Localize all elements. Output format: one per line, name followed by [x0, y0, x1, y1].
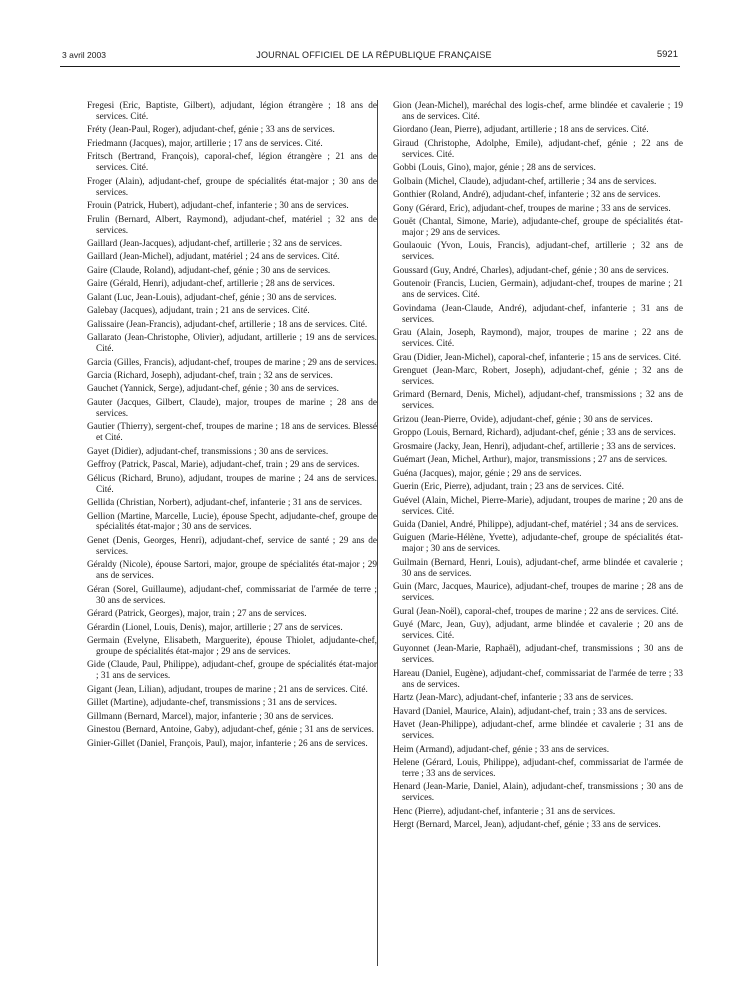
- list-item: Havet (Jean-Philippe), adjudant-chef, arme blindée et cavalerie ; 31 ans de services.: [393, 720, 683, 742]
- list-item: Géran (Sorel, Guillaume), adjudant-chef, commissariat de l'armée de terre ; 30 ans de services.: [87, 584, 377, 606]
- list-item: Guiguen (Marie-Hélène, Yvette), adjudante-chef, groupe de spécialités état-major ; 30 ans de services.: [393, 533, 683, 555]
- list-item: Giordano (Jean, Pierre), adjudant, artillerie ; 18 ans de services. Cité.: [393, 125, 649, 136]
- page-header: [0, 0, 748, 80]
- list-item: Guémart (Jean, Michel, Arthur), major, transmissions ; 27 ans de services.: [393, 455, 668, 466]
- list-item: Gural (Jean-Noël), caporal-chef, troupes de marine ; 22 ans de services. Cité.: [393, 606, 679, 617]
- list-item: Fregesi (Eric, Baptiste, Gilbert), adjudant, légion étrangère ; 18 ans de services. Cité.: [87, 101, 377, 122]
- list-item: Guida (Daniel, André, Philippe), adjudant-chef, matériel ; 34 ans de services.: [393, 519, 679, 530]
- publication-date: 3 avril 2003: [62, 50, 106, 60]
- list-item: Guével (Alain, Michel, Pierre-Marie), adjudant, troupes de marine ; 20 ans de services. Cité.: [393, 495, 683, 517]
- list-item: Fritsch (Bertrand, François), caporal-chef, légion étrangère ; 21 ans de services. Cité.: [87, 152, 377, 174]
- list-item: Ginestou (Bernard, Antoine, Gaby), adjudant-chef, génie ; 31 ans de services.: [87, 725, 374, 736]
- list-item: Gonthier (Roland, André), adjudant-chef, infanterie ; 32 ans de services.: [393, 190, 661, 201]
- list-item: Garcia (Richard, Joseph), adjudant-chef, train ; 32 ans de services.: [87, 371, 333, 382]
- list-item: Helene (Gérard, Louis, Philippe), adjudant-chef, commissariat de l'armée de terre ; 33 ans de services.: [393, 758, 683, 780]
- list-item: Hareau (Daniel, Eugène), adjudant-chef, commissariat de l'armée de terre ; 33 ans de services.: [393, 668, 683, 690]
- list-item: Henc (Pierre), adjudant-chef, infanterie ; 31 ans de services.: [393, 806, 616, 817]
- list-item: Fréty (Jean-Paul, Roger), adjudant-chef, génie ; 33 ans de services.: [87, 125, 335, 136]
- list-item: Gélicus (Richard, Bruno), adjudant, troupes de marine ; 24 ans de services. Cité.: [87, 473, 377, 495]
- list-item: Gérardin (Lionel, Louis, Denis), major, artillerie ; 27 ans de services.: [87, 622, 343, 633]
- list-item: Gauchet (Yannick, Serge), adjudant-chef, génie ; 30 ans de services.: [87, 384, 339, 395]
- column-divider: [377, 100, 378, 966]
- list-item: Guéna (Jacques), major, génie ; 29 ans de services.: [393, 468, 582, 479]
- list-item: Govindama (Jean-Claude, André), adjudant-chef, infanterie ; 31 ans de services.: [393, 303, 683, 325]
- list-item: Groppo (Louis, Bernard, Richard), adjudant-chef, génie ; 33 ans de services.: [393, 428, 676, 439]
- list-item: Gaillard (Jean-Jacques), adjudant-chef, artillerie ; 32 ans de services.: [87, 238, 343, 249]
- page-number: 5921: [656, 49, 678, 60]
- list-item: Grimard (Bernard, Denis, Michel), adjudant-chef, transmissions ; 32 ans de services.: [393, 390, 683, 412]
- list-item: Gillet (Martine), adjudante-chef, transmissions ; 31 ans de services.: [87, 698, 337, 709]
- list-item: Gérard (Patrick, Georges), major, train ; 27 ans de services.: [87, 609, 307, 620]
- list-item: Guyé (Marc, Jean, Guy), adjudant, arme blindée et cavalerie ; 20 ans de services. Cité.: [393, 620, 683, 642]
- list-item: Gobbi (Louis, Gino), major, génie ; 28 ans de services.: [393, 163, 596, 174]
- list-item: Goutenoir (Francis, Lucien, Germain), adjudant-chef, troupes de marine ; 21 ans de services. Cité.: [393, 279, 683, 301]
- list-item: Frouin (Patrick, Hubert), adjudant-chef, infanterie ; 30 ans de services.: [87, 201, 349, 212]
- list-item: Gouët (Chantal, Simone, Marie), adjudante-chef, groupe de spécialités état-major ; 29 ans de services.: [393, 217, 683, 239]
- list-item: Galant (Luc, Jean-Louis), adjudant-chef, génie ; 30 ans de services.: [87, 292, 337, 303]
- list-item: Grizou (Jean-Pierre, Ovide), adjudant-chef, génie ; 30 ans de services.: [393, 414, 653, 425]
- list-item: Guilmain (Bernard, Henri, Louis), adjudant-chef, arme blindée et cavalerie ; 30 ans de services.: [393, 557, 683, 579]
- list-item: Galebay (Jacques), adjudant, train ; 21 ans de services. Cité.: [87, 306, 310, 317]
- list-item: Gaire (Claude, Roland), adjudant-chef, génie ; 30 ans de services.: [87, 265, 331, 276]
- list-item: Gellion (Martine, Marcelle, Lucie), épouse Specht, adjudante-chef, groupe de spécialités état-major ; 30 ans de services.: [87, 511, 377, 533]
- list-item: Gillmann (Bernard, Marcel), major, infanterie ; 30 ans de services.: [87, 711, 334, 722]
- list-item: Guin (Marc, Jacques, Maurice), adjudant-chef, troupes de marine ; 28 ans de services.: [393, 582, 683, 604]
- list-item: Giraud (Christophe, Adolphe, Emile), adjudant-chef, génie ; 22 ans de services. Cité.: [393, 138, 683, 160]
- list-item: Gaire (Gérald, Henri), adjudant-chef, artillerie ; 28 ans de services.: [87, 279, 335, 290]
- list-item: Gion (Jean-Michel), maréchal des logis-chef, arme blindée et cavalerie ; 19 ans de services. Cité.: [393, 101, 683, 122]
- right-column: [393, 101, 683, 834]
- list-item: Géraldy (Nicole), épouse Sartori, major, groupe de spécialités état-major ; 29 ans de services.: [87, 560, 377, 582]
- list-item: Gauter (Jacques, Gilbert, Claude), major, troupes de marine ; 28 ans de services.: [87, 397, 377, 419]
- list-item: Goussard (Guy, André, Charles), adjudant-chef, génie ; 30 ans de services.: [393, 265, 669, 276]
- list-item: Hergt (Bernard, Marcel, Jean), adjudant-chef, génie ; 33 ans de services.: [393, 820, 661, 831]
- list-item: Friedmann (Jacques), major, artillerie ; 17 ans de services. Cité.: [87, 138, 323, 149]
- list-item: Goulaouic (Yvon, Louis, Francis), adjudant-chef, artillerie ; 32 ans de services.: [393, 241, 683, 263]
- list-item: Gigant (Jean, Lilian), adjudant, troupes de marine ; 21 ans de services. Cité.: [87, 684, 368, 695]
- list-item: Havard (Daniel, Maurice, Alain), adjudant-chef, train ; 33 ans de services.: [393, 706, 668, 717]
- list-item: Henard (Jean-Marie, Daniel, Alain), adjudant-chef, transmissions ; 30 ans de services.: [393, 782, 683, 804]
- list-item: Gide (Claude, Paul, Philippe), adjudant-chef, groupe de spécialités état-major ; 31 ans de services.: [87, 660, 377, 682]
- list-item: Garcia (Gilles, Francis), adjudant-chef, troupes de marine ; 29 ans de services.: [87, 357, 377, 368]
- list-item: Froger (Alain), adjudant-chef, groupe de spécialités état-major ; 30 ans de services.: [87, 176, 377, 198]
- journal-title: JOURNAL OFFICIEL DE LA RÉPUBLIQUE FRANÇAISE: [256, 50, 492, 60]
- list-item: Gallarato (Jean-Christophe, Olivier), adjudant, artillerie ; 19 ans de services. Cité.: [87, 333, 377, 355]
- list-item: Ginier-Gillet (Daniel, François, Paul), major, infanterie ; 26 ans de services.: [87, 738, 368, 749]
- list-item: Geffroy (Patrick, Pascal, Marie), adjudant-chef, train ; 29 ans de services.: [87, 460, 360, 471]
- left-column: [87, 101, 377, 752]
- list-item: Galissaire (Jean-Francis), adjudant-chef, artillerie ; 18 ans de services. Cité.: [87, 319, 368, 330]
- list-item: Hartz (Jean-Marc), adjudant-chef, infanterie ; 33 ans de services.: [393, 693, 634, 704]
- list-item: Gellida (Christian, Norbert), adjudant-chef, infanterie ; 31 ans de services.: [87, 498, 363, 509]
- header-rule: [60, 66, 680, 67]
- list-item: Gautier (Thierry), sergent-chef, troupes de marine ; 18 ans de services. Blessé et Cité.: [87, 422, 377, 444]
- list-item: Guyonnet (Jean-Marie, Raphaël), adjudant-chef, transmissions ; 30 ans de services.: [393, 644, 683, 666]
- list-item: Grau (Alain, Joseph, Raymond), major, troupes de marine ; 22 ans de services. Cité.: [393, 328, 683, 350]
- list-item: Heim (Armand), adjudant-chef, génie ; 33 ans de services.: [393, 744, 610, 755]
- list-item: Grenguet (Jean-Marc, Robert, Joseph), adjudant-chef, génie ; 32 ans de services.: [393, 366, 683, 387]
- list-item: Grau (Didier, Jean-Michel), caporal-chef, infanterie ; 15 ans de services. Cité.: [393, 352, 682, 363]
- list-item: Gaillard (Jean-Michel), adjudant, matériel ; 24 ans de services. Cité.: [87, 252, 340, 263]
- list-item: Germain (Evelyne, Elisabeth, Marguerite), épouse Thiolet, adjudante-chef, groupe de spécialités état-major ; 29 ans de services.: [87, 636, 377, 657]
- list-item: Frulin (Bernard, Albert, Raymond), adjudant-chef, matériel ; 32 ans de services.: [87, 214, 377, 236]
- list-item: Gayet (Didier), adjudant-chef, transmissions ; 30 ans de services.: [87, 446, 329, 457]
- list-item: Genet (Denis, Georges, Henri), adjudant-chef, service de santé ; 29 ans de services.: [87, 535, 377, 557]
- list-item: Gony (Gérard, Eric), adjudant-chef, troupes de marine ; 33 ans de services.: [393, 203, 671, 214]
- list-item: Golbain (Michel, Claude), adjudant-chef, artillerie ; 34 ans de services.: [393, 176, 657, 187]
- list-item: Grosmaire (Jacky, Jean, Henri), adjudant-chef, artillerie ; 33 ans de services.: [393, 441, 676, 452]
- list-item: Guerin (Eric, Pierre), adjudant, train ; 23 ans de services. Cité.: [393, 482, 624, 493]
